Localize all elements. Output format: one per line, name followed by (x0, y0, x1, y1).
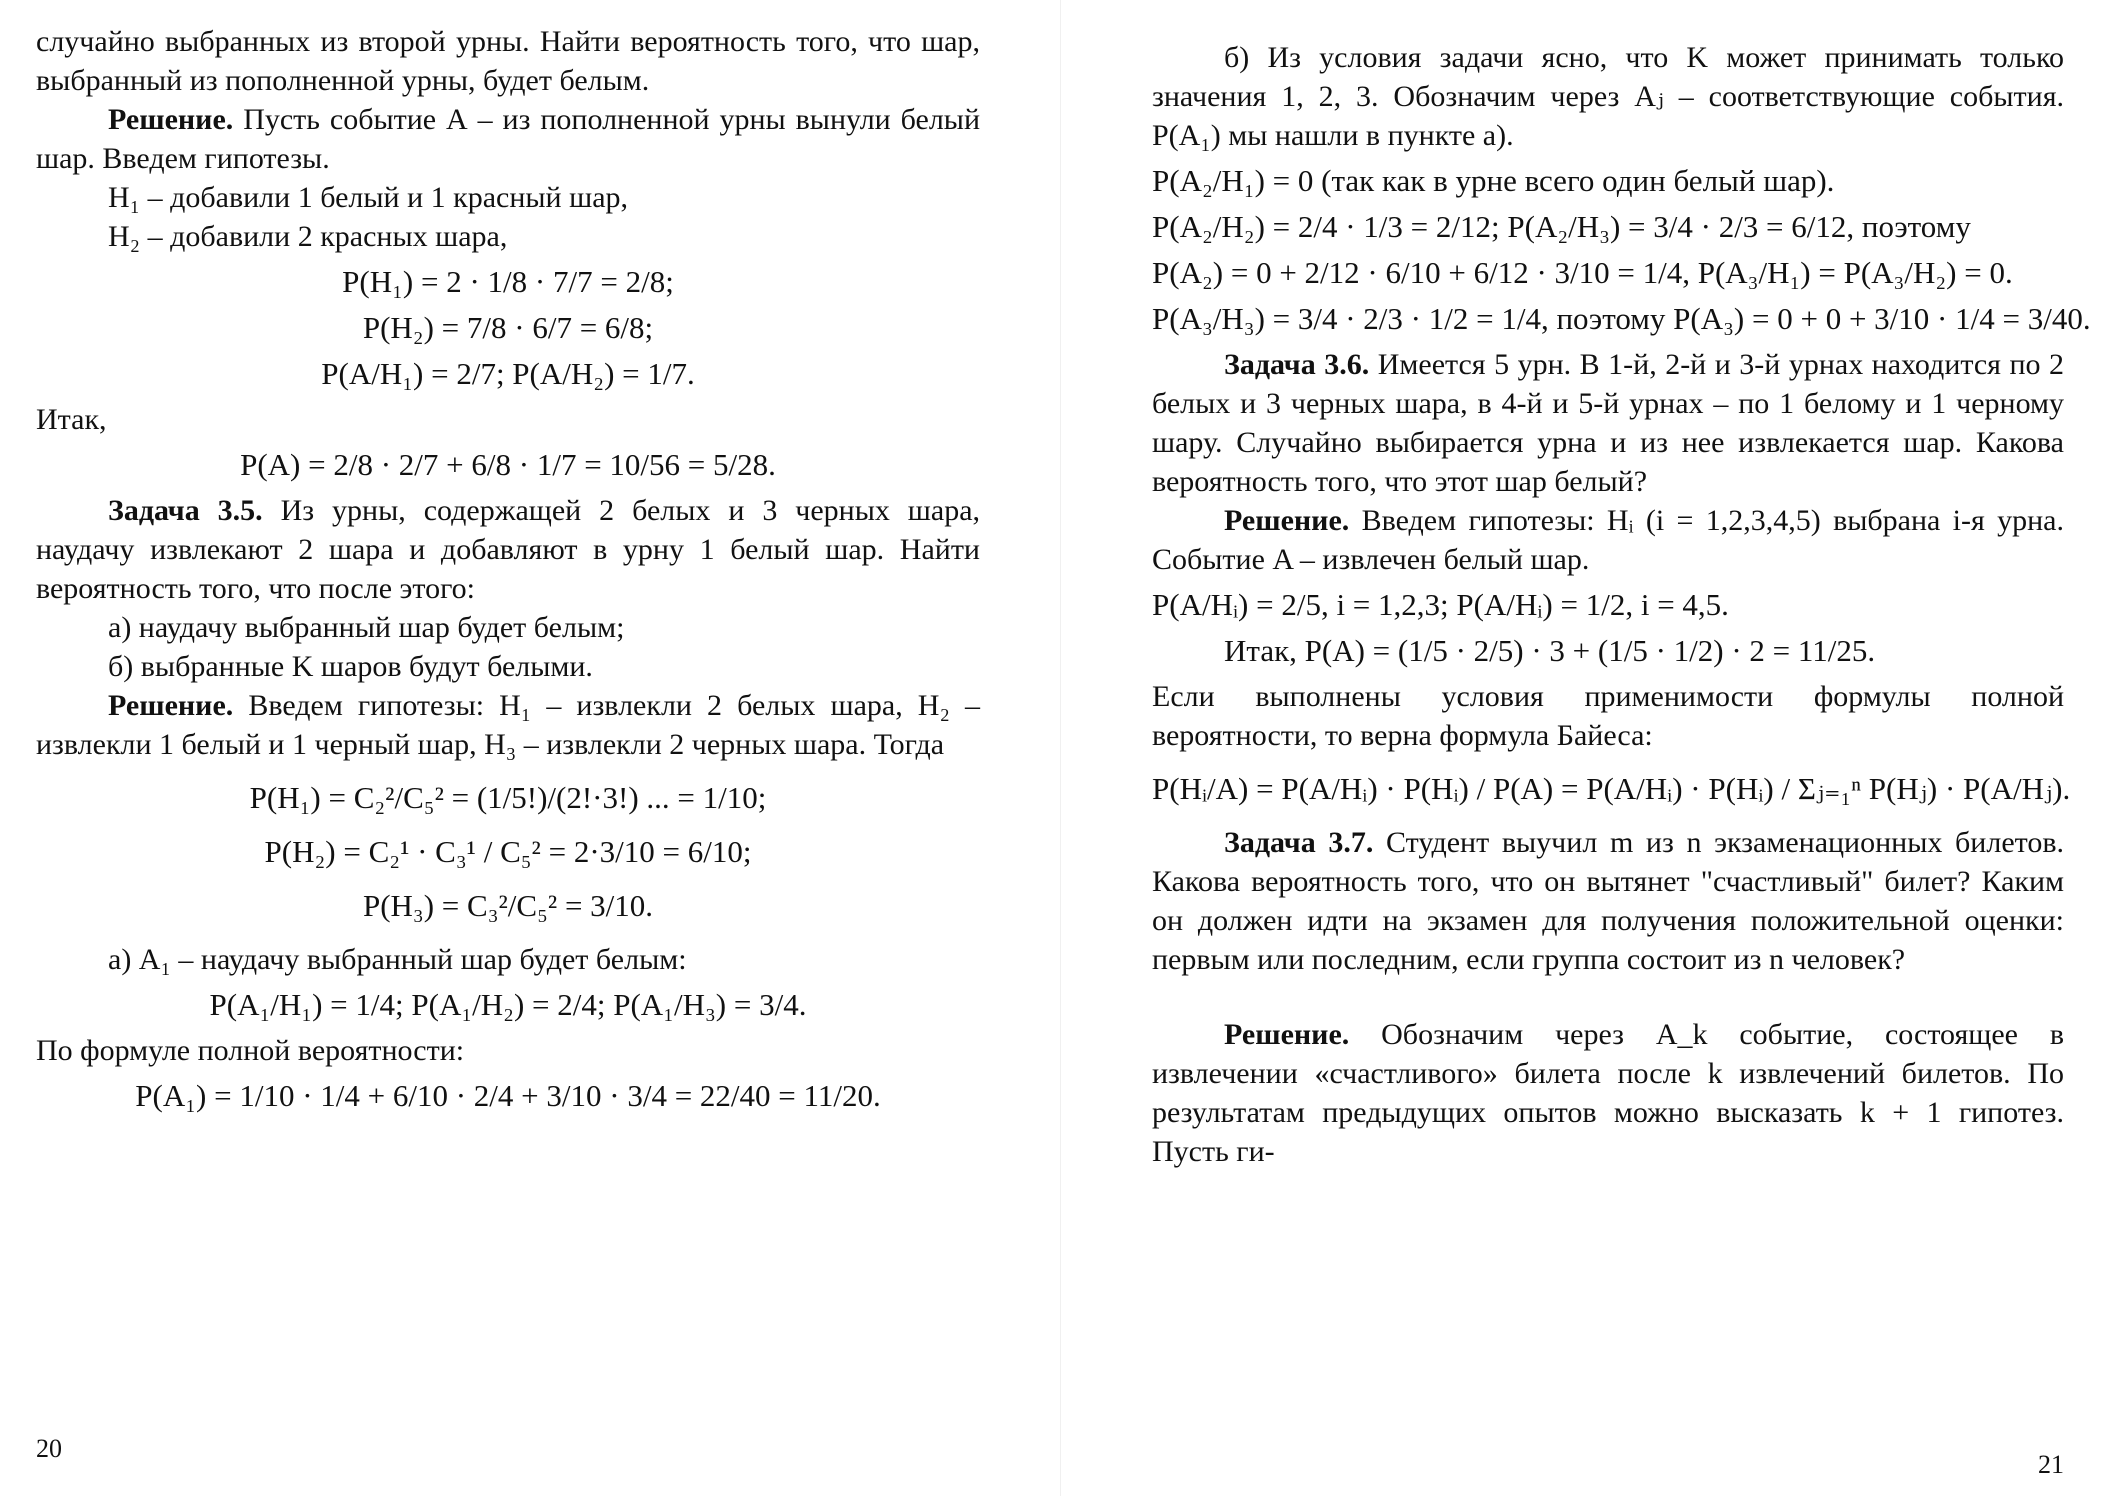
formula: P(H₁) = 2 · 1/8 · 7/7 = 2/8; (342, 264, 674, 299)
formula: P(A/Hᵢ) = 2/5, i = 1,2,3; P(A/Hᵢ) = 1/2, i = 4,5. (1152, 587, 1729, 622)
solution-label: Решение. (1224, 1018, 1350, 1051)
paragraph: Итак, (36, 403, 107, 436)
task-text: Из урны, содержащей 2 белых и 3 черных шара, наудачу извлекают 2 шара и добавляют в урну 1 белый шар. Найти вероятность того, что после этого: (36, 494, 981, 605)
formula: Итак, P(A) = (1/5 · 2/5) · 3 + (1/5 · 1/2) · 2 = 11/25. (1224, 633, 1876, 668)
paragraph: По формуле полной вероятности: (36, 1034, 465, 1067)
solution-label: Решение. (108, 689, 234, 722)
paragraph: б) Из условия задачи ясно, что K может принимать только значения 1, 2, 3. Обозначим через Aⱼ – соответствующие события. P(A₁) мы нашли в пункте а). (1152, 41, 2064, 152)
task-text: Имеется 5 урн. В 1-й, 2-й и 3-й урнах находится по 2 белых и 3 черных шара, в 4-й и 5-й урнах – по 1 белому и 1 черному шару. Случайно выбирается урна и из нее извлекается шар. Какова вероятность того, что этот шар белый? (1152, 348, 2065, 498)
task-label: Задача 3.6. (1224, 348, 1370, 381)
formula: P(A₁/H₁) = 1/4; P(A₁/H₂) = 2/4; P(A₁/H₃) = 3/4. (209, 987, 807, 1022)
page-number: 21 (2038, 1450, 2064, 1479)
solution-text: Введем гипотезы: Hᵢ (i = 1,2,3,4,5) выбрана i-я урна. Событие A – извлечен белый шар. (1152, 504, 2064, 576)
formula: P(H₂) = 7/8 · 6/7 = 6/8; (362, 310, 654, 345)
paragraph: случайно выбранных из второй урны. Найти вероятность того, что шар, выбранный из пополненной урны, будет белым. (36, 25, 980, 97)
hypothesis-line: H₁ – добавили 1 белый и 1 красный шар, (108, 181, 629, 214)
task-text: Студент выучил m из n экзаменационных билетов. Какова вероятность того, что он вытянет "счастливый" билет? Каким он должен идти на экзамен для получения положительной оценки: первым или последним, если группа состоит из n человек? (1152, 826, 2065, 976)
task-label: Задача 3.5. (108, 494, 263, 527)
task-label: Задача 3.7. (1224, 826, 1374, 859)
solution-paragraph (36, 686, 980, 764)
left-page (0, 0, 1020, 1496)
task-paragraph (1152, 345, 2064, 501)
formula: P(A₃/H₃) = 3/4 · 2/3 · 1/2 = 1/4, поэтому P(A₃) = 0 + 0 + 3/10 · 1/4 = 3/40. (1152, 301, 2091, 336)
solution-label: Решение. (1224, 504, 1350, 537)
solution-text: Введем гипотезы: H₁ – извлекли 2 белых шара, H₂ – извлекли 1 белый и 1 черный шар, H₃ – извлекли 2 черных шара. Тогда (36, 689, 980, 761)
solution-text: Обозначим через A_k событие, состоящее в извлечении «счастливого» билета после k извлечений билетов. По результатам предыдущих опытов можно высказать k + 1 гипотез. Пусть ги- (1152, 1018, 2065, 1168)
solution-label: Решение. (108, 103, 234, 136)
hypothesis-line: H₂ – добавили 2 красных шара, (108, 220, 508, 253)
right-page (1100, 0, 2104, 1496)
page-number: 20 (36, 1434, 62, 1463)
solution-text: Пусть событие А – из пополненной урны вынули белый шар. Введем гипотезы. (36, 103, 981, 175)
solution-paragraph (36, 100, 980, 178)
bayes-formula: P(Hᵢ/A) = P(A/Hᵢ) · P(Hᵢ) / P(A) = P(A/Hᵢ) · P(Hᵢ) / Σⱼ₌₁ⁿ P(Hⱼ) · P(A/Hⱼ). (1152, 771, 2071, 806)
solution-paragraph (1152, 1015, 2064, 1171)
formula: P(A₂) = 0 + 2/12 · 6/10 + 6/12 · 3/10 = 1/4, P(A₃/H₁) = P(A₃/H₂) = 0. (1152, 255, 2013, 290)
paragraph: а) A₁ – наудачу выбранный шар будет белым: (108, 943, 687, 976)
task-paragraph (1152, 823, 2064, 979)
formula: P(A₂/H₁) = 0 (так как в урне всего один белый шар). (1152, 163, 1835, 198)
task-item: б) выбранные K шаров будут белыми. (108, 650, 593, 683)
formula: P(H₃) = C₃²/C₅² = 3/10. (362, 888, 654, 923)
formula: P(A₁) = 1/10 · 1/4 + 6/10 · 2/4 + 3/10 · 3/4 = 22/40 = 11/20. (135, 1078, 881, 1113)
task-item: а) наудачу выбранный шар будет белым; (108, 611, 625, 644)
formula: P(A₂/H₂) = 2/4 · 1/3 = 2/12; P(A₂/H₃) = 3/4 · 2/3 = 6/12, поэтому (1152, 209, 1971, 244)
formula: P(H₁) = C₂²/C₅² = (1/5!)/(2!·3!) ... = 1/10; (249, 780, 767, 815)
formula: P(H₂) = C₂¹ · C₃¹ / C₅² = 2·3/10 = 6/10; (264, 834, 752, 869)
paragraph: Если выполнены условия применимости формулы полной вероятности, то верна формула Байеса: (1152, 680, 2064, 752)
task-paragraph (36, 491, 980, 608)
spacer (1152, 979, 2064, 1015)
formula: P(A) = 2/8 · 2/7 + 6/8 · 1/7 = 10/56 = 5/28. (240, 447, 776, 482)
formula: P(A/H₁) = 2/7; P(A/H₂) = 1/7. (321, 356, 695, 391)
solution-paragraph (1152, 501, 2064, 579)
page-gutter (1060, 0, 1061, 1496)
